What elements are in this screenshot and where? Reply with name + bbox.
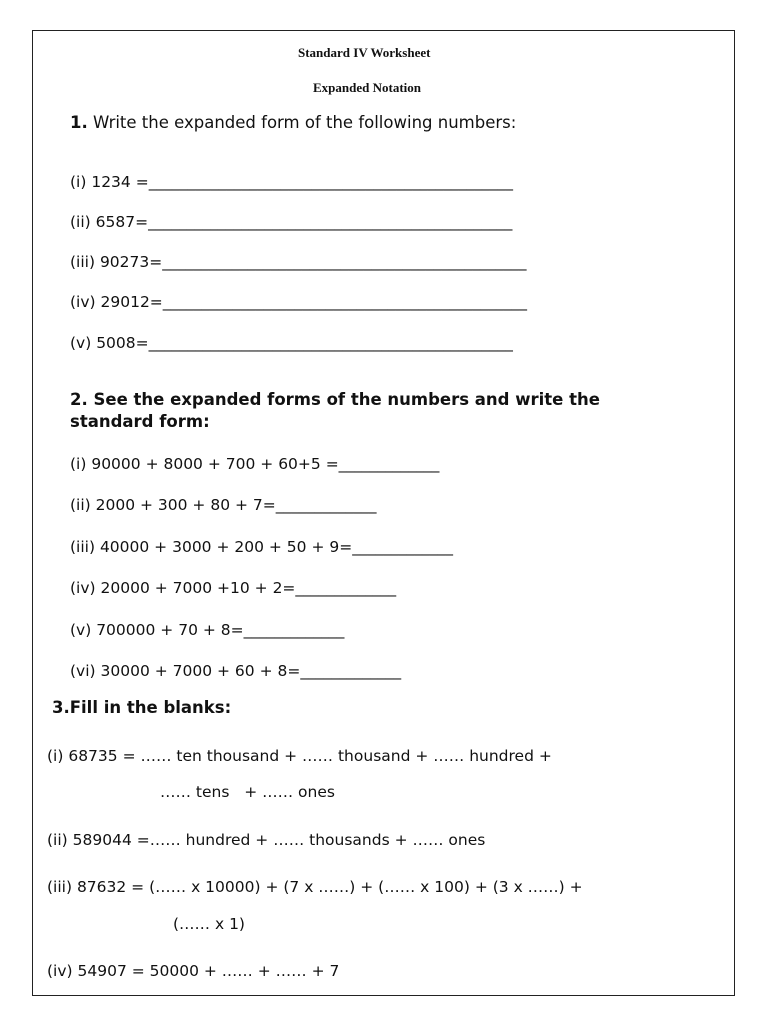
q2-item-vi: (vi) 30000 + 7000 + 60 + 8=_____________ bbox=[70, 662, 402, 680]
q3-item-i-line1: (i) 68735 = …… ten thousand + …… thousand + …… hundred + bbox=[47, 747, 552, 765]
q1-item-v: (v) 5008=_______________________________________________ bbox=[70, 334, 513, 352]
q2-item-iii: (iii) 40000 + 3000 + 200 + 50 + 9=_____________ bbox=[70, 538, 453, 556]
q3-item-iii-line1: (iii) 87632 = (…… x 10000) + (7 x ……) + (…… x 100) + (3 x ……) + bbox=[47, 878, 583, 896]
q3-heading: 3.Fill in the blanks: bbox=[52, 698, 232, 717]
q3-item-iii-line2: (…… x 1) bbox=[173, 915, 245, 933]
q2-heading-line2: standard form: bbox=[70, 412, 210, 431]
q1-instruction: Write the expanded form of the following numbers: bbox=[87, 113, 517, 132]
q3-item-i-line2: …… tens + …… ones bbox=[160, 783, 335, 801]
q1-item-iii: (iii) 90273=_______________________________________________ bbox=[70, 253, 527, 271]
q1-number: 1. bbox=[70, 113, 88, 132]
q2-heading-line1: 2. See the expanded forms of the numbers and write the bbox=[70, 390, 600, 409]
q2-item-v: (v) 700000 + 70 + 8=_____________ bbox=[70, 621, 345, 639]
q3-item-ii-line1: (ii) 589044 =…… hundred + …… thousands + …… ones bbox=[47, 831, 486, 849]
q1-item-i: (i) 1234 =_______________________________________________ bbox=[70, 173, 513, 191]
q3-item-iv-line1: (iv) 54907 = 50000 + …… + …… + 7 bbox=[47, 962, 340, 980]
q1-item-ii: (ii) 6587=_______________________________________________ bbox=[70, 213, 513, 231]
q1-item-iv: (iv) 29012=_______________________________________________ bbox=[70, 293, 528, 311]
q2-item-iv: (iv) 20000 + 7000 +10 + 2=_____________ bbox=[70, 579, 397, 597]
q2-item-i: (i) 90000 + 8000 + 700 + 60+5 =_____________ bbox=[70, 455, 440, 473]
q2-item-ii: (ii) 2000 + 300 + 80 + 7=_____________ bbox=[70, 496, 377, 514]
worksheet-title: Standard IV Worksheet bbox=[298, 45, 431, 60]
worksheet-subtitle: Expanded Notation bbox=[313, 80, 421, 95]
q1-heading bbox=[70, 113, 516, 133]
